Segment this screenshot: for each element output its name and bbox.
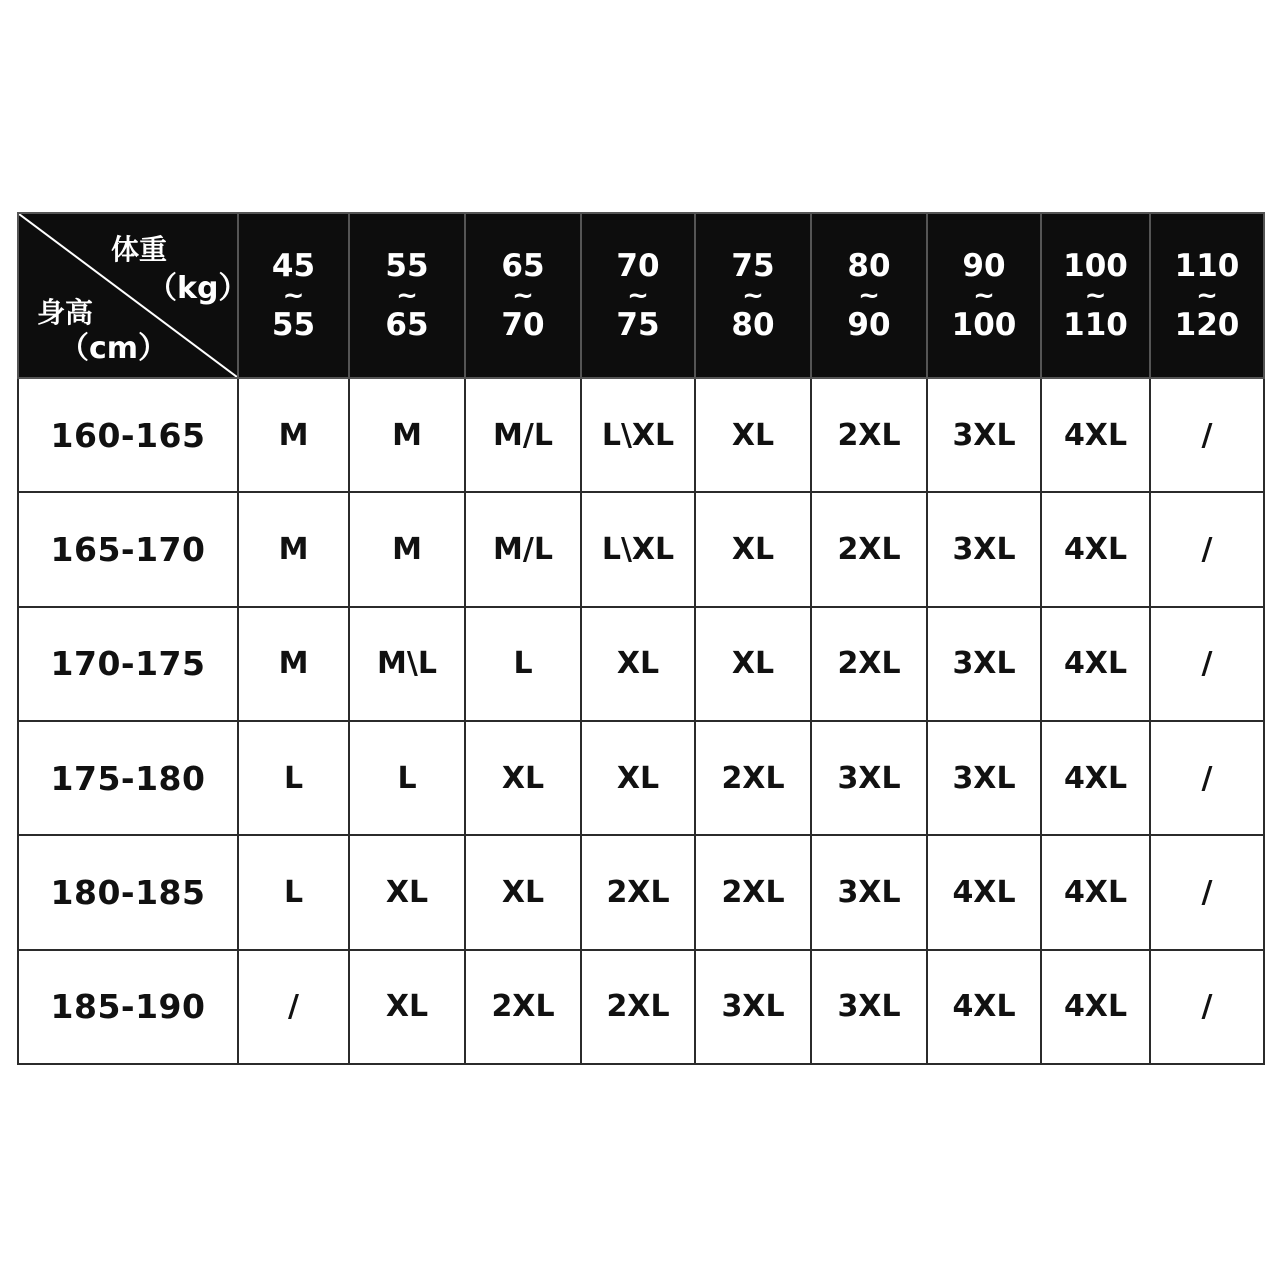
height-range-cell: 160-165 <box>18 378 238 492</box>
table-row <box>18 721 1264 835</box>
weight-range-from: 80 <box>847 247 891 284</box>
size-cell: L\XL <box>581 378 695 492</box>
weight-column-header <box>1041 213 1150 378</box>
size-cell: 4XL <box>927 835 1041 949</box>
height-unit: （cm） <box>59 331 169 366</box>
weight-range-to: 90 <box>847 306 891 343</box>
height-label: 身高 <box>37 296 94 329</box>
weight-range-to: 120 <box>1174 306 1240 343</box>
weight-range-to: 110 <box>1063 306 1128 343</box>
size-cell: XL <box>581 607 695 721</box>
weight-range-to: 65 <box>385 306 429 343</box>
weight-range-from: 45 <box>271 247 316 284</box>
weight-range-separator: ~ <box>973 280 995 311</box>
size-cell: 4XL <box>1041 950 1150 1064</box>
size-cell: 4XL <box>1041 607 1150 721</box>
corner-header-cell <box>18 213 249 378</box>
size-cell: / <box>238 950 349 1064</box>
size-cell: L <box>349 721 465 835</box>
table-row <box>18 378 1264 492</box>
table-row <box>18 950 1264 1064</box>
size-cell: 3XL <box>811 835 927 949</box>
weight-range-separator: ~ <box>282 280 305 311</box>
weight-range-separator: ~ <box>1084 280 1107 311</box>
size-cell: / <box>1150 835 1264 949</box>
size-cell: XL <box>695 492 811 606</box>
size-cell: 3XL <box>927 492 1041 606</box>
size-cell: XL <box>465 721 581 835</box>
height-range-cell: 165-170 <box>18 492 238 606</box>
weight-range-from: 110 <box>1174 247 1240 284</box>
size-cell: XL <box>695 607 811 721</box>
size-cell: / <box>1150 492 1264 606</box>
header-row <box>18 213 1264 378</box>
weight-range-separator: ~ <box>742 280 764 311</box>
weight-column-header <box>695 213 811 378</box>
weight-column-header <box>811 213 927 378</box>
height-range-cell: 170-175 <box>18 607 238 721</box>
weight-range-to: 55 <box>271 306 316 343</box>
size-cell: M/L <box>465 492 581 606</box>
weight-range-to: 75 <box>616 306 660 343</box>
weight-column-header <box>927 213 1041 378</box>
size-cell: / <box>1150 378 1264 492</box>
size-cell: XL <box>349 950 465 1064</box>
height-range-cell: 175-180 <box>18 721 238 835</box>
table-row <box>18 492 1264 606</box>
size-cell: XL <box>695 378 811 492</box>
weight-range-from: 70 <box>616 247 660 284</box>
size-cell: 3XL <box>927 607 1041 721</box>
weight-range-from: 100 <box>1063 247 1128 284</box>
size-cell: 3XL <box>695 950 811 1064</box>
size-cell: XL <box>349 835 465 949</box>
size-cell: 4XL <box>1041 492 1150 606</box>
size-cell: M/L <box>465 378 581 492</box>
size-cell: L\XL <box>581 492 695 606</box>
weight-range-to: 100 <box>951 306 1017 343</box>
size-cell: M <box>238 492 349 606</box>
size-cell: L <box>238 835 349 949</box>
size-cell: 3XL <box>927 721 1041 835</box>
weight-range-to: 70 <box>501 306 545 343</box>
size-cell: M <box>238 378 349 492</box>
weight-label: 体重 <box>111 233 168 266</box>
weight-range-separator: ~ <box>858 280 880 311</box>
weight-column-header <box>238 213 349 378</box>
size-cell: 2XL <box>811 378 927 492</box>
weight-range-from: 65 <box>501 247 545 284</box>
table-row <box>18 835 1264 949</box>
size-cell: 2XL <box>581 950 695 1064</box>
weight-range-separator: ~ <box>512 280 534 311</box>
size-cell: 2XL <box>695 721 811 835</box>
size-cell: 2XL <box>811 492 927 606</box>
size-cell: / <box>1150 721 1264 835</box>
weight-range-from: 75 <box>731 247 775 284</box>
weight-range-separator: ~ <box>396 280 418 311</box>
size-cell: 2XL <box>581 835 695 949</box>
size-cell: 3XL <box>927 378 1041 492</box>
size-cell: 4XL <box>1041 721 1150 835</box>
size-cell: 4XL <box>927 950 1041 1064</box>
size-cell: 4XL <box>1041 835 1150 949</box>
height-range-cell: 185-190 <box>18 950 238 1064</box>
size-cell: / <box>1150 950 1264 1064</box>
weight-column-header <box>349 213 465 378</box>
size-cell: M\L <box>349 607 465 721</box>
size-cell: L <box>238 721 349 835</box>
weight-column-header <box>1150 213 1264 378</box>
weight-range-from: 55 <box>385 247 429 284</box>
size-cell: 4XL <box>1041 378 1150 492</box>
size-cell: M <box>238 607 349 721</box>
size-cell: 2XL <box>695 835 811 949</box>
weight-range-from: 90 <box>962 247 1006 284</box>
weight-range-separator: ~ <box>627 280 649 311</box>
size-cell: 2XL <box>811 607 927 721</box>
weight-unit: （kg） <box>147 271 249 306</box>
weight-range-separator: ~ <box>1196 280 1218 311</box>
size-cell: XL <box>465 835 581 949</box>
size-cell: M <box>349 492 465 606</box>
size-cell: 2XL <box>465 950 581 1064</box>
weight-column-header <box>465 213 581 378</box>
size-cell: 3XL <box>811 950 927 1064</box>
size-cell: 3XL <box>811 721 927 835</box>
size-chart-table <box>17 212 1265 1065</box>
weight-range-to: 80 <box>731 306 775 343</box>
size-cell: M <box>349 378 465 492</box>
size-cell: L <box>465 607 581 721</box>
height-range-cell: 180-185 <box>18 835 238 949</box>
table-row <box>18 607 1264 721</box>
weight-column-header <box>581 213 695 378</box>
size-cell: / <box>1150 607 1264 721</box>
size-cell: XL <box>581 721 695 835</box>
